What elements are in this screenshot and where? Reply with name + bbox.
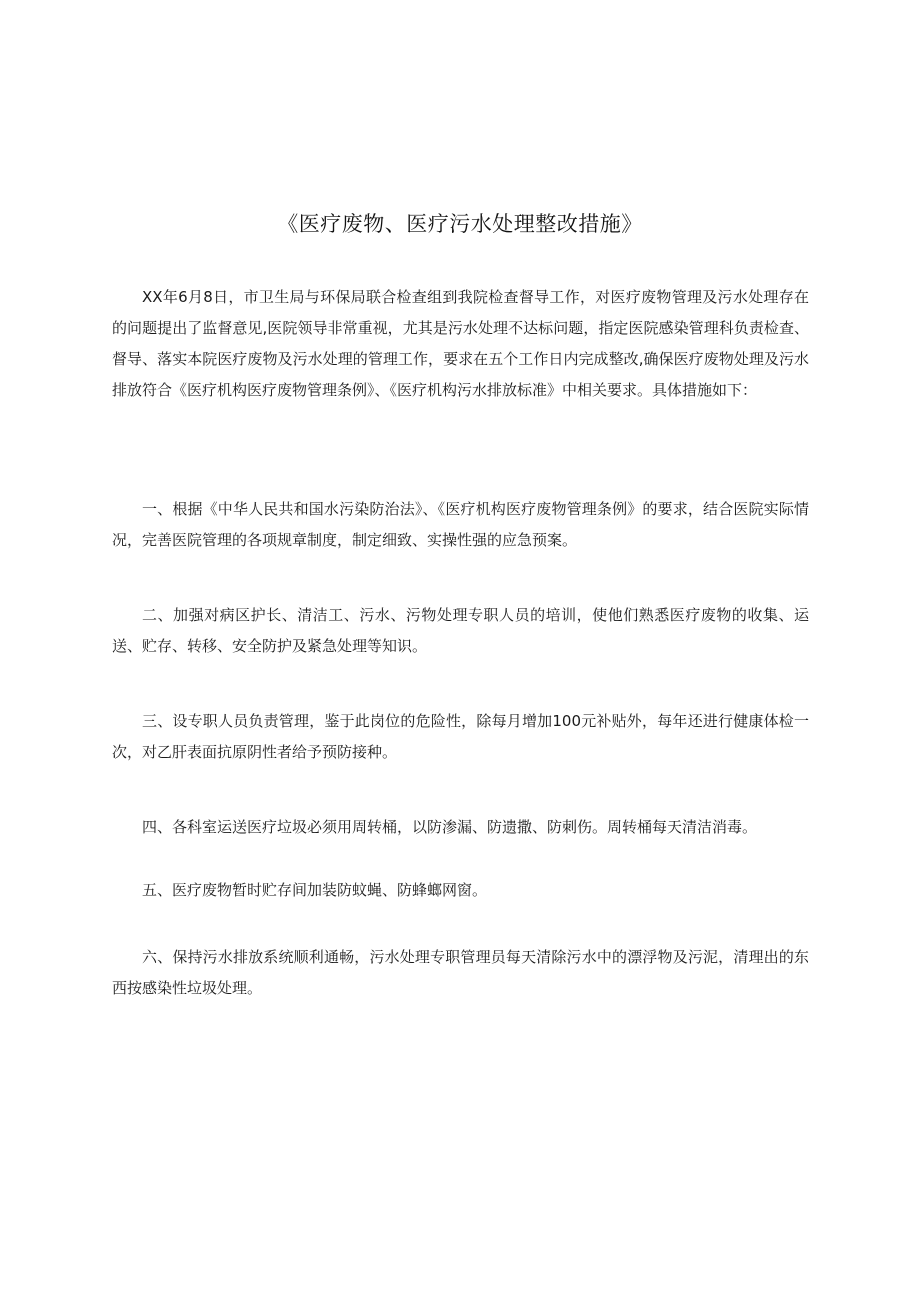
measure-item-3: 三、设专职人员负责管理，鉴于此岗位的危险性，除每月增加100元补贴外，每年还进行健康体检一次，对乙肝表面抗原阴性者给予预防接种。 [112,712,809,761]
measure-item-1: 一、根据《中华人民共和国水污染防治法》、《医疗机构医疗废物管理条例》的要求，结合医院实际情况，完善医院管理的各项规章制度，制定细致、实操性强的应急预案。 [112,500,809,549]
measure-item-4: 四、各科室运送医疗垃圾必须用周转桶，以防渗漏、防遗撒、防刺伤。周转桶每天清洁消毒。 [142,818,758,836]
measure-item-2: 二、加强对病区护长、清洁工、污水、污物处理专职人员的培训，使他们熟悉医疗废物的收集、运送、贮存、转移、安全防护及紧急处理等知识。 [112,606,809,655]
document-title: 《医疗废物、医疗污水处理整改措施》 [277,212,643,236]
intro-paragraph: XX年6月8日，市卫生局与环保局联合检查组到我院检查督导工作，对医疗废物管理及污水处理存在的问题提出了监督意见,医院领导非常重视，尤其是污水处理不达标问题，指定医院感染管理科负责检查、督导、落实本院医疗废物及污水处理的管理工作，要求在五个工作日内完成整改,确保医疗废物处理及污水排放符合《医疗机构医疗废物管理条例》、《医疗机构污水排放标准》中相关要求。具体措施如下： [112,288,809,399]
measure-item-6: 六、保持污水排放系统顺利通畅，污水处理专职管理员每天清除污水中的漂浮物及污泥，清理出的东西按感染性垃圾处理。 [112,948,809,997]
measure-item-5: 五、医疗废物暂时贮存间加装防蚊蝇、防蜂螂网窗。 [142,881,488,899]
